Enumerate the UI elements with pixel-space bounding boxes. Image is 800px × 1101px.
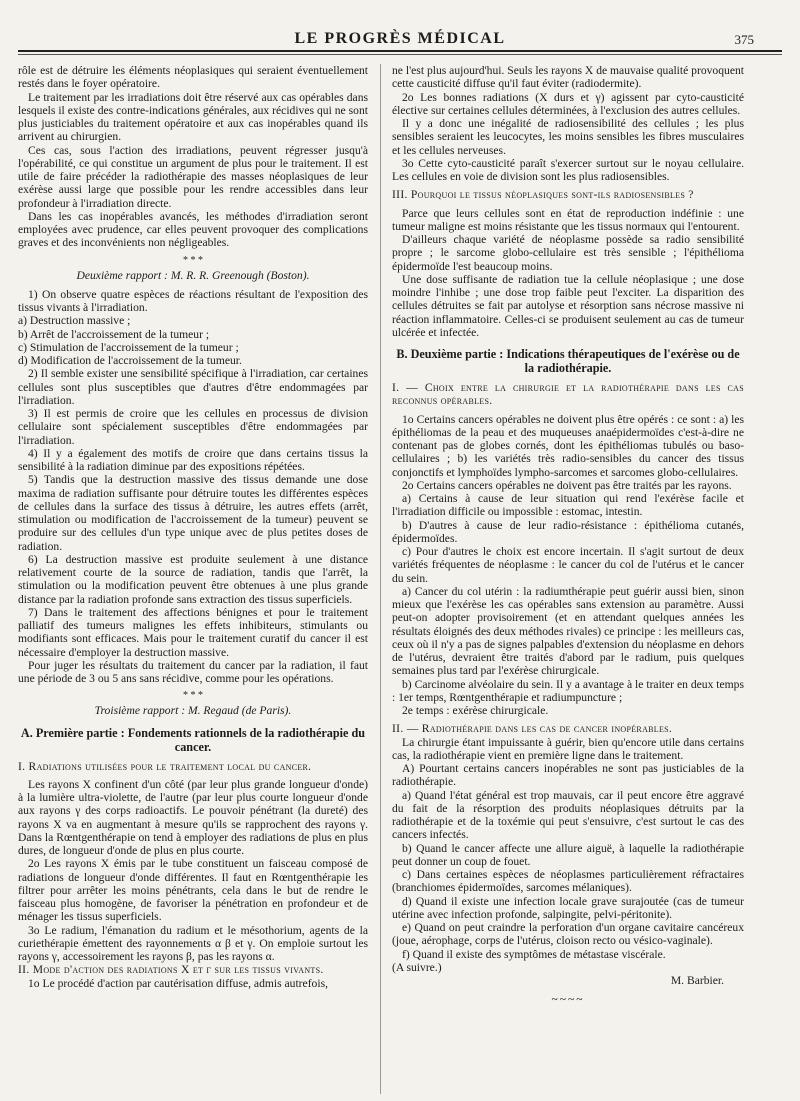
paragraph: 2) Il semble exister une sensibilité spécifique à l'irradiation, car certaines cellules sont plus susceptibles que d'autres d'être endommagées par l'irradiation. [18, 367, 368, 407]
page-number: 375 [734, 32, 754, 47]
part-heading: A. Première partie : Fondements rationnels de la radiothérapie du cancer. [20, 725, 366, 754]
paragraph: rôle est de détruire les éléments néoplasiques qui seraient éventuellement restés dans le foyer opératoire. [18, 64, 368, 91]
to-be-continued: (A suivre.) [392, 960, 442, 974]
header-rule [18, 50, 782, 52]
paragraph: D'ailleurs chaque variété de néoplasme possède sa radio sensibilité propre ; le sarcome globo-cellulaire est très sensible ; l'épithélioma épidermoïde l'est beaucoup moins. [392, 233, 744, 273]
author-signature: M. Barbier. [670, 974, 724, 987]
paragraph: 2o Les bonnes radiations (X durs et γ) agissent par cyto-causticité élective sur certaines cellules déterminées, à l'exclusion des autres cellules. [392, 90, 744, 117]
paragraph: 1o Le procédé d'action par cautérisation diffuse, admis autrefois, [28, 976, 328, 990]
paragraph: 5) Tandis que la destruction massive des tissus demande une dose maxima de radiation suffisante pour détruire toutes les différentes espèces de cellules dans la surface des tissus à détruire, les autres effets (arrêt, stimulation ou modification de l'accroissement de la tumeur) peuvent se produire sur des cellules d'un type unique avec de plus petites doses de radiation. [18, 473, 368, 553]
paragraph: d) Quand il existe une infection locale grave surajoutée (cas de tumeur utérine avec infection profonde, salpingite, pelvi-péritonite). [392, 894, 744, 921]
paragraph: 2o Certains cancers opérables ne doivent pas être traités par les rayons. [402, 478, 732, 492]
paragraph: Parce que leurs cellules sont en état de reproduction indéfinie : une tumeur maligne est moins résistante que les tissus normaux qui l'entourent. [392, 206, 744, 233]
right-column [392, 64, 744, 1094]
paragraph: 3) Il est permis de croire que les cellules en processus de division cellulaire sont spécialement susceptibles d'être endommagées par l'irradiation. [18, 407, 368, 447]
paragraph: 2o Les rayons X émis par le tube constituent un faisceau composé de radiations de longueur d'onde différentes. Il faut en Rœntgenthérapie les filtrer pour arrêter les moins pénétrants, cela dans le but de rendre le faisceau plus homogène, de favoriser la pénétration en profondeur et de ménager les tissus superficiels. [18, 857, 368, 924]
paragraph: 3o Le radium, l'émanation du radium et le mésothorium, agents de la curiethérapie émettent des rayonnements α β et γ. On emploie surtout les rayons γ, accessoirement les rayons β, pas les rayons α. [18, 923, 368, 963]
paragraph: ne l'est plus aujourd'hui. Seuls les rayons X de mauvaise qualité provoquent cette causticité diffuse qu'il faut éviter (radiodermite). [392, 64, 744, 91]
paragraph: 2e temps : exérèse chirurgicale. [402, 704, 549, 717]
paragraph: b) D'autres à cause de leur radio-résistance : épithélioma cutanés, épidermoïdes. [392, 518, 744, 545]
section-stars: * * * [183, 690, 203, 702]
paragraph: Dans les cas inopérables avancés, les méthodes d'irradiation seront employées avec prudence, car elles peuvent provoquer des complications graves et des inconvénients non négligeables. [18, 209, 368, 250]
paragraph: Pour juger les résultats du traitement du cancer par la radiation, il faut une période de 3 ou 5 ans sans récidive, comme pour les opérations. [18, 658, 368, 685]
left-column [18, 64, 368, 1094]
paragraph: 3o Cette cyto-causticité paraît s'exercer surtout sur le noyau cellulaire. Les cellules en voie de division sont les plus radiosensibles. [392, 156, 744, 183]
paragraph: c) Pour d'autres le choix est encore incertain. Il s'agit surtout de deux variétés fréquentes de néoplasme : le cancer du col de l'utérus et le cancer du sein. [392, 545, 744, 585]
paragraph: a) Quand l'état général est trop mauvais, car il peut encore être aggravé du fait de la résorption des produits néoplasiques détruits par la radiothérapie et de la toxémie qui peut s'ensuivre, c'est surtout le cas des cancers infectés. [392, 788, 744, 842]
paragraph: 1o Certains cancers opérables ne doivent plus être opérés : ce sont : a) les épithéliomas de la peau et des muqueuses anaépidermoïdes c'est-à-dire ne contenant pas de globes cornés, dont les épithéliomas tubulés ou baso-cellulaires ; b) les variétés très radio-sensibles du cancer des tissus conjonctifs et lymphoïdes lympho-sarcomes et sarcomes globo-cellulaires. [392, 412, 744, 479]
paragraph: 4) Il y a également des motifs de croire que dans certains tissus la sensibilité à la radiation diminue par des expositions répétées. [18, 446, 368, 473]
paragraph: c) Dans certaines espèces de néoplasmes particulièrement réfractaires (branchiomes épidermoïdes, sarcomes mélaniques). [392, 868, 744, 895]
section-stars: * * * [183, 254, 203, 266]
paragraph: 6) La destruction massive est produite seulement à une distance relativement courte de la source de radiation, tandis que l'arrêt, la stimulation ou la modification peuvent être obtenues à une plus grande distance par la radiation profonde sans extraction des tissus superficiels. [18, 552, 368, 606]
list-item: d) Modification de l'accroissement de la tumeur. [18, 354, 242, 367]
paragraph: Les rayons X confinent d'un côté (par leur plus grande longueur d'onde) à la lumière ultra-violette, de l'autre (par leur plus courte longueur d'onde aux rayons γ des corps radioactifs. Le pouvoir pénétrant (la dureté) des rayons X va en augmentant à mesure qu'ils se rapprochent des rayons γ. Dans la Rœntgenthérapie on tend à employer des radiations de plus en plus dures, de longueur d'onde de plus en plus courte. [18, 777, 368, 857]
paragraph: Ces cas, sous l'action des irradiations, peuvent régresser jusqu'à l'opérabilité, ce qui constitue un argument de plus pour le traitement. Il est utile de faire précéder la radiothérapie des masses néoplasiques de leur exérèse aussi large que possible pour les rendre accessibles dans leur profondeur à l'irradiation directe. [18, 143, 368, 210]
paragraph: Il y a donc une inégalité de radiosensibilité des cellules ; les plus sensibles seraient les leucocytes, les moins sensibles les fibres musculaires et les cellules nerveuses. [392, 117, 744, 157]
paragraph: Le traitement par les irradiations doit être réservé aux cas opérables dans lesquels il existe des contre-indications générales, aux récidives qui ne sont plus justiciables du traitement opératoire et aux cas inopérables quand ils arrivent au chirurgien. [18, 90, 368, 144]
section-heading: I. — Choix entre la chirurgie et la radiothérapie dans les cas reconnus opérables. [392, 381, 744, 408]
report-heading: Deuxième rapport : M. R. R. Greenough (Boston). [76, 268, 310, 282]
paragraph: a) Certains à cause de leur situation qui rend l'exérèse facile et l'irradiation difficile ou impossible : estomac, intestin. [392, 492, 744, 519]
list-item: a) Destruction massive ; [18, 314, 131, 328]
running-header [18, 24, 782, 52]
list-item: b) Arrêt de l'accroissement de la tumeur ; [18, 327, 210, 341]
report-heading: Troisième rapport : M. Regaud (de Paris). [94, 704, 292, 718]
paragraph: a) Cancer du col utérin : la radiumthérapie peut guérir aussi bien, sinon mieux que l'exérèse les cas opérables sans extension au paramètre. Aussi peut-on adopter provisoirement (et en attendant quelques années les résultats éloignés des deux méthodes rivales) ce principe : les meilleurs cas, ceux où il n'y a pas de signes palpables d'extension du néoplasme en dehors de l'utérus, devraient être traités d'abord par le radium, puis quelques semaines plus tard par l'exérèse chirurgicale. [392, 584, 744, 678]
paragraph: f) Quand il existe des symptômes de métastase viscérale. [402, 947, 666, 961]
paragraph: b) Quand le cancer affecte une allure aiguë, à laquelle la radiothérapie peut donner un coup de fouet. [392, 841, 744, 868]
header-rule-thin [18, 54, 782, 55]
column-divider [380, 64, 381, 1094]
paragraph: Une dose suffisante de radiation tue la cellule néoplasique ; une dose moindre l'inhibe ; une dose trop faible peut l'exciter. La disparition des cellules détruites se fait par autolyse et résorption sans nécrose massive ni réaction inflammatoire. Celles-ci se produisent seulement au cas de tumeur ulcérée et infectée. [392, 272, 744, 339]
section-heading: II. Mode d'action des radiations X et γ sur les tissus vivants. [18, 963, 324, 977]
paragraph: A) Pourtant certains cancers inopérables ne sont pas justiciables de la radiothérapie. [392, 762, 744, 789]
list-item: c) Stimulation de l'accroissement de la tumeur ; [18, 340, 239, 354]
section-heading: II. — Radiothérapie dans les cas de cancer inopérables. [392, 722, 673, 736]
paragraph: e) Quand on peut craindre la perforation d'un organe cavitaire cancéreux (joue, aérophage, corps de l'utérus, cloison recto ou vésico-vaginale). [392, 921, 744, 948]
section-heading: III. Pourquoi le tissus néoplasiques sont-ils radiosensibles ? [392, 188, 694, 202]
paragraph: 1) On observe quatre espèces de réactions résultant de l'exposition des tissus vivants à l'irradiation. [18, 287, 368, 314]
section-heading: I. Radiations utilisées pour le traitement local du cancer. [18, 759, 312, 773]
part-heading: B. Deuxième partie : Indications thérapeutiques de l'exérèse ou de la radiothérapie. [396, 347, 740, 375]
paragraph: 7) Dans le traitement des affections bénignes et pour le traitement palliatif des tumeurs malignes les effets inhibiteurs, stimulants ou modifiants sont efficaces. Mais pour le traitement curatif du cancer il est nécessaire d'employer la destruction massive. [18, 605, 368, 659]
journal-title: LE PROGRÈS MÉDICAL [294, 30, 506, 47]
paragraph: La chirurgie étant impuissante à guérir, bien qu'encore utile dans certains cas, la radiothérapie vient en première ligne dans le traitement. [392, 735, 744, 762]
end-ornament: ~~~~ [551, 993, 585, 1007]
paragraph: b) Carcinome alvéolaire du sein. Il y a avantage à le traiter en deux temps : 1er temps, Rœntgenthérapie et radiumpuncture ; [392, 677, 744, 704]
